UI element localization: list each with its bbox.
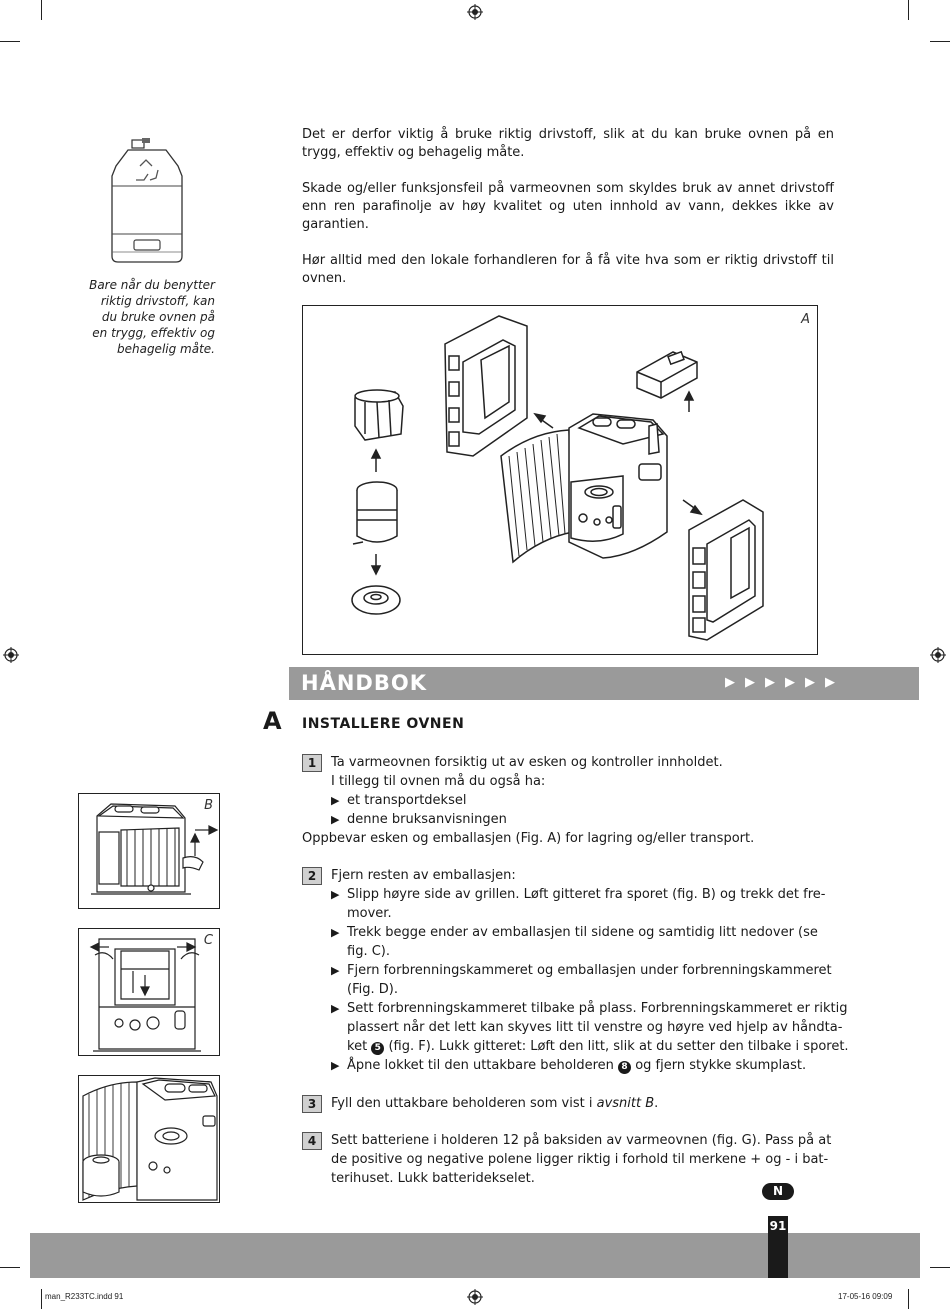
step-bullet-text: fig. C). (347, 944, 390, 959)
step-text: Oppbevar esken og emballasjen (Fig. A) for lagring og/eller transport. (302, 831, 755, 846)
print-slug-left: man_R233TC.indd 91 (45, 1292, 124, 1301)
text-fragment: (fig. F). Lukk gitteret: Løft den litt, slik at du setter den tilbake i sporet. (388, 1039, 849, 1054)
step-text: I tillegg til ovnen må du også ha: (331, 774, 546, 789)
figure-label: B (204, 798, 213, 813)
step-bullet-text: Sett forbrenningskammeret tilbake på plass. Forbrenningskammeret er riktig (347, 1001, 848, 1016)
figure-b (78, 793, 220, 909)
fuel-canister-illustration (104, 136, 190, 266)
bullet-arrow-icon: ▶ (331, 964, 340, 977)
language-badge: N (762, 1183, 794, 1200)
step-bullet-text: et transportdeksel (347, 793, 467, 808)
section-heading: INSTALLERE OVNEN (302, 716, 465, 732)
bullet-arrow-icon: ▶ (331, 1002, 340, 1015)
section-reference: avsnitt B (596, 1096, 655, 1111)
step-text: Sett batteriene i holderen 12 på baksiden av varmeovnen (fig. G). Pass på at (331, 1133, 832, 1148)
paragraph: Hør alltid med den lokale forhandleren for å få vite hva som er riktig drivstoff til ovnen. (302, 253, 834, 286)
registration-mark-icon (467, 4, 483, 20)
banner-title: HÅNDBOK (301, 671, 427, 695)
crop-mark (930, 41, 950, 42)
figure-c (78, 928, 220, 1056)
caption-line: en trygg, effektiv og (92, 326, 215, 340)
figure-d (78, 1075, 220, 1203)
paragraph: Det er derfor viktig å bruke riktig drivstoff, slik at du kan bruke ovnen på en trygg, effektiv og behagelig måte. (302, 127, 834, 160)
step-number: 1 (302, 754, 322, 772)
caption-line: behagelig måte. (116, 342, 215, 356)
step-bullet-text: Trekk begge ender av emballasjen til sidene og samtidig litt nedover (se (347, 925, 818, 940)
crop-mark (0, 41, 20, 42)
step-bullet-text: denne bruksanvisningen (347, 812, 507, 827)
page-number: 91 (769, 1219, 787, 1233)
step-text: terihuset. Lukk batteridekselet. (331, 1171, 535, 1186)
step-number: 2 (302, 867, 322, 885)
crop-mark (908, 0, 909, 20)
caption-line: du bruke ovnen på (101, 310, 215, 324)
section-banner (289, 667, 919, 700)
bullet-arrow-icon: ▶ (331, 888, 340, 901)
crop-mark (908, 1289, 909, 1309)
bullet-arrow-icon: ▶ (331, 926, 340, 939)
caption-line: riktig drivstoff, kan (100, 294, 215, 308)
step-text: de positive og negative polene ligger riktig i forhold til merkene + og - i bat- (331, 1152, 829, 1167)
text-fragment: Fyll den uttakbare beholderen som vist i (331, 1096, 593, 1111)
registration-mark-icon (930, 647, 946, 663)
step-text: Fjern resten av emballasjen: (331, 868, 516, 883)
step-text: Ta varmeovnen forsiktig ut av esken og kontroller innholdet. (331, 755, 723, 770)
section-letter: A (263, 707, 282, 735)
crop-mark (0, 1267, 20, 1268)
step-bullet-text (347, 1056, 806, 1075)
figure-a (302, 305, 818, 655)
text-fragment: ket (347, 1039, 368, 1054)
grille-removal-illustration (79, 794, 219, 908)
side-caption (60, 277, 215, 357)
step-text (331, 1094, 658, 1113)
bullet-arrow-icon: ▶ (331, 813, 340, 826)
crop-mark (41, 0, 42, 20)
step-bullet-text: mover. (347, 906, 392, 921)
step-number: 4 (302, 1132, 322, 1150)
bullet-arrow-icon: ▶ (331, 1059, 340, 1072)
step-bullet-text (347, 1037, 849, 1056)
step-bullet-text: (Fig. D). (347, 982, 398, 997)
packaging-removal-illustration (79, 929, 219, 1055)
registration-mark-icon (467, 1289, 483, 1305)
step-bullet-text: Fjern forbrenningskammeret og emballasjen under forbrenningskammeret (347, 963, 832, 978)
exploded-heater-illustration (303, 306, 817, 654)
reference-number-badge: 8 (618, 1061, 631, 1074)
text-fragment: og fjern stykke skumplast. (635, 1058, 807, 1073)
figure-label: C (203, 933, 213, 948)
print-slug-right: 17-05-16 09:09 (838, 1292, 893, 1301)
step-number: 3 (302, 1095, 322, 1113)
crop-mark (41, 1289, 42, 1309)
text-fragment: Åpne lokket til den uttakbare beholderen (347, 1058, 614, 1073)
figure-label: A (801, 312, 810, 327)
registration-mark-icon (3, 647, 19, 663)
text-fragment: . (654, 1096, 659, 1111)
combustion-chamber-removal-illustration (79, 1076, 219, 1202)
crop-mark (930, 1267, 950, 1268)
banner-arrows-icon: ▶▶▶▶▶▶ (725, 675, 845, 690)
paragraph: Skade og/eller funksjonsfeil på varmeovnen som skyldes bruk av annet drivstoff enn ren parafinolje av høy kvalitet og uten innhold av vann, dekkes ikke av garantien. (302, 181, 834, 232)
caption-line: Bare når du benytter (89, 278, 215, 292)
step-bullet-text: plassert når det lett kan skyves litt til venstre og høyre ved hjelp av håndta- (347, 1020, 843, 1035)
intro-text (302, 126, 834, 288)
bullet-arrow-icon: ▶ (331, 794, 340, 807)
reference-number-badge: 5 (371, 1042, 384, 1055)
step-bullet-text: Slipp høyre side av grillen. Løft gitteret fra sporet (fig. B) og trekk det fre- (347, 887, 826, 902)
